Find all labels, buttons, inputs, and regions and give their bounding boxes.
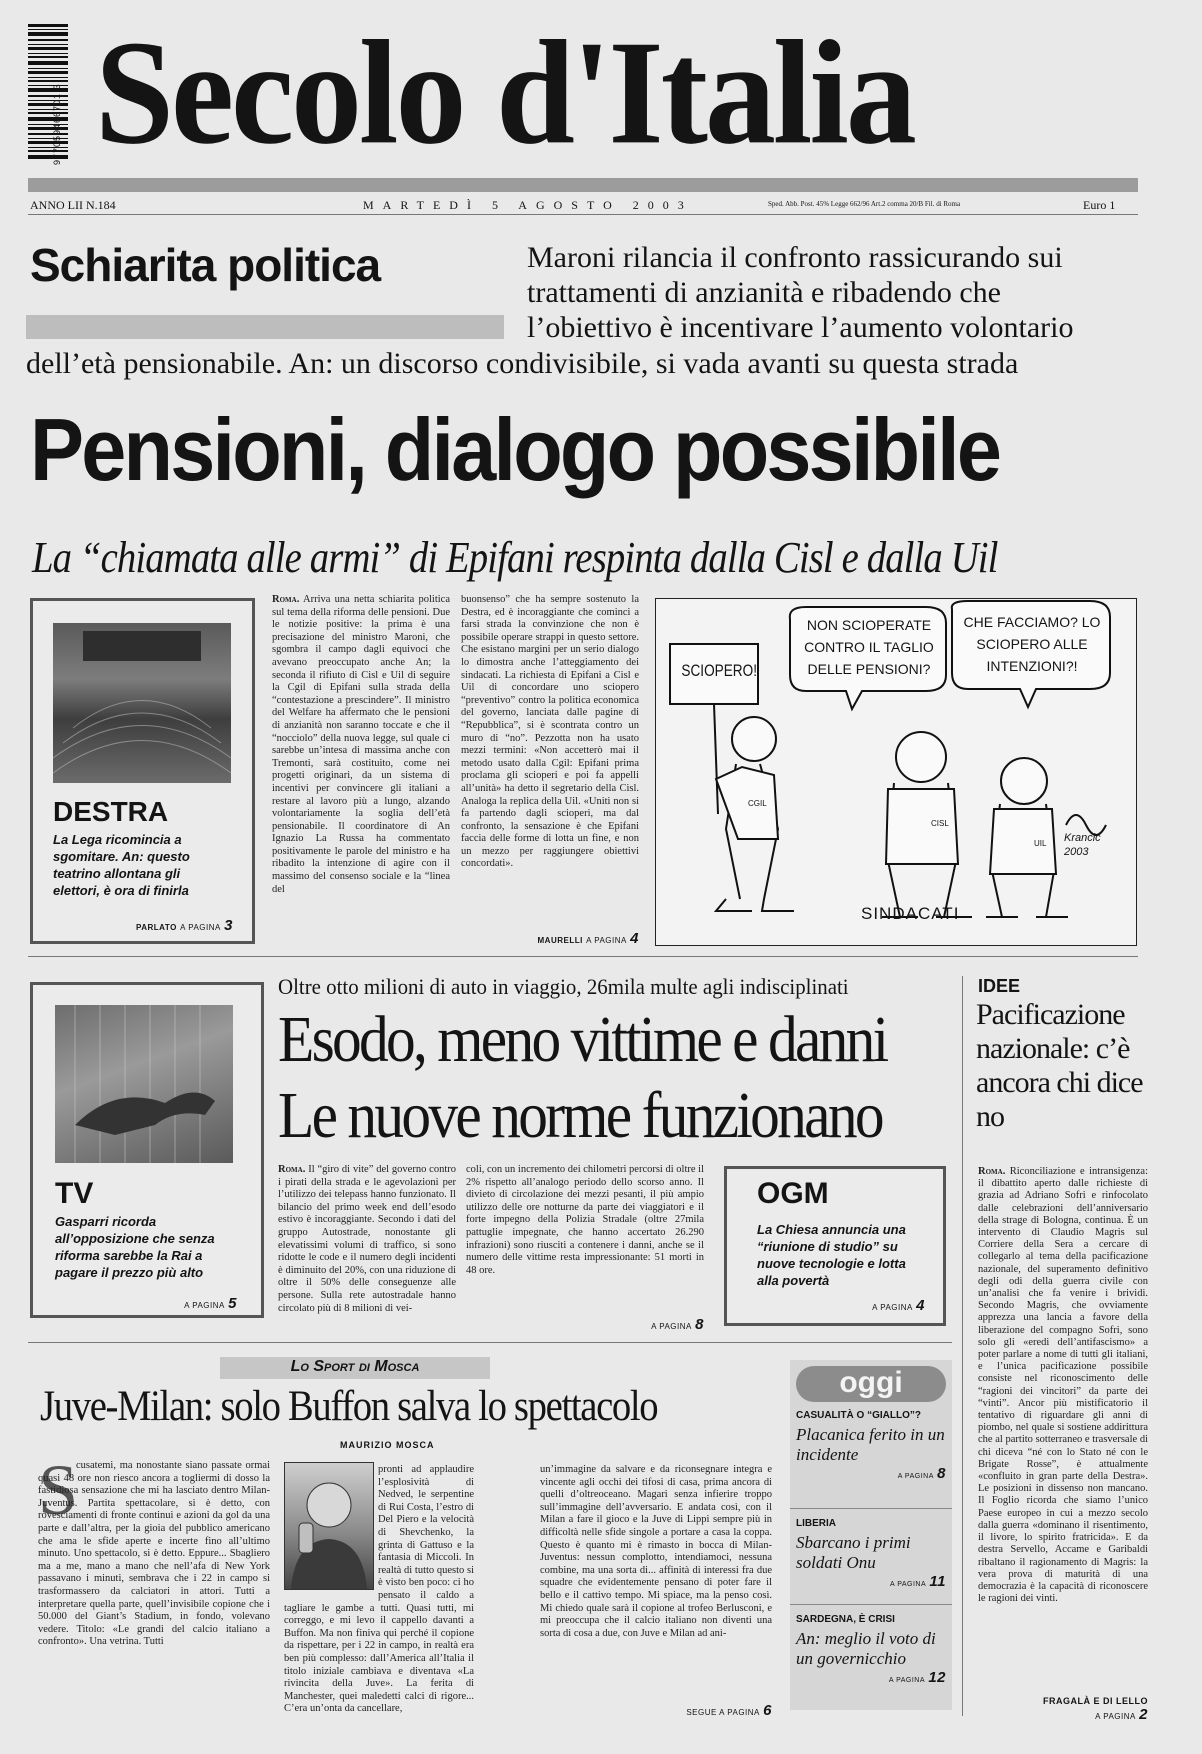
tv-ref-page: 5 xyxy=(228,1295,237,1312)
ogm-ref[interactable] xyxy=(747,1297,925,1314)
oggi-item[interactable] xyxy=(796,1518,946,1590)
price: Euro 1 xyxy=(1083,198,1116,212)
lead-deck: Maroni rilancia il confronto rassicurando sui trattamenti di anzianità e ribadendo che l’obiettivo è incentivare l’aumento volontario xyxy=(527,241,1074,344)
idee-ref-page: 2 xyxy=(1139,1706,1148,1723)
idee-column-rule xyxy=(962,976,963,1716)
destra-ref-page: 3 xyxy=(224,917,233,934)
oggi-ref-label: A PAGINA xyxy=(888,1677,926,1684)
lead-column-1 xyxy=(272,594,450,944)
lead-column-2 xyxy=(461,594,639,926)
destra-title: DESTRA xyxy=(53,796,169,827)
destra-ref-label: A PAGINA xyxy=(180,923,221,932)
oggi-item-divider xyxy=(790,1508,952,1509)
destra-text: La Lega ricomincia a sgomitare. An: questo teatrino allontana gli elettori, è ora di finirla xyxy=(53,832,190,898)
kicker-rule xyxy=(26,315,504,339)
cartoon-badge-3: UIL xyxy=(1034,839,1047,848)
ogm-title: OGM xyxy=(757,1177,829,1210)
oggi-item-divider xyxy=(790,1604,952,1605)
sport-divider xyxy=(28,1342,952,1343)
idee-text: Riconciliazione e intransigenza: il dibattito aperto dalle richieste di grazia ad Adriano Sofri e rinfocolato dalle celebrazioni dell’anniversario della strage di Bologna, continua. È un intervento di Claudio Magris sul Corriere della Sera a cercare di collegarlo al tema della pacificazione nazionale, del superamento definitivo degli odi della guerra civile con un’analisi che fa venire i brividi. Secondo Magris, che ovviamente apprezza una lancia a favore della liberazione del compagno Sofri, sono solo gli «eredi dell’antifascismo» a poter parlare a nome di tutti gli italiani, e l’unica pacificazione possibile consiste nel riconoscimento delle “ragioni dei vincitori” da parte dei “vinti”. Ancor più mistificatorio il tentativo di riguardare gli anni di piombo, nel quale si sostiene addirittura che al partito sotterraneo e trasversale di chi diceva “né con lo Stato né con le Brigate Rosse”, è attualmente «confluito in gran parte della Destra». Le posizioni in dissenso non mancano. Il Foglio ricorda che siamo l’unico Paese europeo in cui a mezzo secolo dalla guerra «dominano il risentimento, il livore, lo spirito fratricida». E da destra Servello, Accame e Garibaldi ribaltano il ragionamento di Magris: la vera prova di maturità di una democrazia è la capacità di riconoscere le ragioni dei vinti. xyxy=(978,1166,1148,1605)
tv-ref-label: A PAGINA xyxy=(184,1301,225,1310)
lead-col2-text: buonsenso” che ha sempre sostenuto la Destra, ed è incoraggiante che cominci a farsi strada la convinzione che non è possibile operare strappi in questo settore. Che esistano margini per un serio dialogo lo dimostra anche l’atteggiamento dei sindacati. La richiesta di Epifani a Cisl e Uil di concordare uno sciopero “preventivo” contro la politica economica del governo, lanciata dalle pagine di “Repubblica”, si è scontrata contro un muro di “no”. Pezzotta non ha usato mezzi termini: «Non accetterò mai il metodo usato dalla Cgil: Epifani prima proclama gli scioperi e poi fa appelli all’unità» ha detto il segretario della Cisl. Analoga la replica della Uil. «Uniti non si fa partendo dagli scioperi, ma dal confronto, la sensazione è che Epifani faccia delle forme di lotta un fine, e non un mezzo per raggiungere obiettivi concordati». xyxy=(461,594,639,870)
oggi-ref-label: A PAGINA xyxy=(889,1581,927,1588)
destra-box[interactable] xyxy=(30,598,255,944)
idee-label: IDEE xyxy=(978,976,1021,996)
esodo-headline-1: Esodo, meno vittime e danni xyxy=(278,1003,887,1076)
barcode xyxy=(28,20,72,165)
sport-column-3 xyxy=(540,1464,772,1700)
oggi-header xyxy=(796,1366,946,1402)
cartoon-badge-2: CISL xyxy=(931,819,949,828)
idee-ref[interactable] xyxy=(978,1696,1148,1723)
sport-col1-text: cusatemi, ma nonostante siano passate ormai quasi 48 ore non riesco ancora a togliermi di dosso la fastidiosa sensazione che mi ha lasciato dentro Milan-Juventus. Partita spettacolare, si è detto, con rovesciamenti di fronte continui e azioni da gol da una parte e dall’altra, per la gioia del pubblico americano che ama le sfide aperte e incerte fino all’ultimo minuto. Uno spettacolo, si è detto. Eppure... Sbagliero ma a me, mano a mano che nell’afa di New York passavano i minuti, sembrava che i 22 in campo si trasformassero da calciatori in attori. Tutti a interpretare quella parte, quell’invisibile copione che i 50.000 del Giant’s Stadium, in fondo, volevano vedere. Titolo: «Le grandi del calcio italiano a confronto». Una vetrina. Tutti xyxy=(38,1460,270,1648)
cartoon-badge-1: CGIL xyxy=(748,799,767,808)
tv-box[interactable] xyxy=(30,982,264,1318)
lead-dateline: Roma. xyxy=(272,594,300,605)
ogm-text: La Chiesa annuncia una “riunione di studio” su nuove tecnologie e lotta alla povertà xyxy=(757,1222,906,1288)
lead-ref[interactable] xyxy=(461,930,639,947)
sport-col2-text: pronti ad applaudire l’esplosività di Nedved, le serpentine di Rui Costa, l’estro di Del Piero e la velocità di Shevchenko, la grinta di Gattuso e la fantasia di Miccoli. In realtà di tutto questo si è visto ben poco: ci ho pensato il caldo a tagliare le gambe a tutti. Quasi tutti, mi correggo, e mi levo il cappello davanti a Buffon. Ma non finiva qui perché il copione da rispettare, per i 22 in campo, in realtà era ben più complesso: dall’America all’Italia il titolo iniziale cambiava e diventava «La rivincita della Juve». La ferita di Manchester, quei maledetti calci di rigore... C’era un’onta da cancellare, xyxy=(284,1464,474,1714)
sport-column-2 xyxy=(284,1464,474,1714)
esodo-col1-text: Il “giro di vite” del governo contro i pirati della strada e le agevolazioni per l’utilizzo dei telepass hanno funzionato. Il bilancio del primo week end dell’esodo estivo è incoraggiante. Secondo i dati del gruppo Autostrade, nonostante gli elevatissimi volumi di traffico, si sono ridotte le code e il numero degli incidenti è diminuito del 20%, con una riduzione di oltre il 50% delle conseguenze alle persone. Sulla rete autostradale hanno circolato più di 8 milioni di vei- xyxy=(278,1164,456,1314)
oggi-ref-page: 11 xyxy=(929,1573,946,1590)
lead-ref-label: A PAGINA xyxy=(586,936,627,945)
photo-float xyxy=(284,1464,378,1592)
sport-headline: Juve-Milan: solo Buffon salva lo spettacolo xyxy=(40,1383,658,1430)
issue-date: MARTEDÌ 5 AGOSTO 2003 xyxy=(363,198,693,212)
horse-statue-icon xyxy=(55,1005,233,1163)
esodo-dateline: Roma. xyxy=(278,1164,306,1175)
masthead-bar xyxy=(28,178,1138,192)
esodo-headline-2: Le nuove norme funzionano xyxy=(278,1079,882,1152)
cartoon-caption: SINDACATI xyxy=(861,904,960,923)
oggi-item[interactable] xyxy=(796,1410,946,1482)
oggi-ref-page: 8 xyxy=(937,1465,946,1482)
lead-headline: Pensioni, dialogo possibile xyxy=(30,400,1000,499)
oggi-item[interactable] xyxy=(796,1614,946,1686)
dateline-row xyxy=(28,198,1138,215)
idee-body xyxy=(978,1166,1148,1692)
oggi-item-text: An: meglio il voto di un governicchio xyxy=(796,1629,936,1668)
sport-ref-page: 6 xyxy=(763,1702,772,1719)
esodo-ref-page: 8 xyxy=(695,1316,704,1333)
oggi-ref-page: 12 xyxy=(928,1669,946,1686)
oggi-item-text: Placanica ferito in un incidente xyxy=(796,1425,945,1464)
section-divider xyxy=(28,956,1138,957)
cartoon-bubble-2: CHE FACCIAMO? LO SCIOPERO ALLE INTENZIONI?! xyxy=(963,614,1101,674)
tv-text: Gasparri ricorda all’opposizione che senza riforma sarebbe la Rai a pagare il prezzo più alto xyxy=(55,1214,215,1280)
lead-subhead: La “chiamata alle armi” di Epifani respinta dalla Cisl e dalla Uil xyxy=(32,533,998,582)
lead-col1-text: Arriva una netta schiarita politica sul tema della riforma delle pensioni. Due le notizie positive: la prima è una precisazione del ministro Maroni, che sgombra il campo dagli equivoci che avevano preoccupato anche An; la seconda il rifiuto di Cisl e Uil di seguire la Cgil di Epifani sulla strada della “contestazione a prescindere”. Il ministro del Welfare ha affermato che le pensioni di anzianità non saranno toccate e che il “nocciolo” della nuova legge, sul quale ci sarebbe un’intesa di massima anche con Tremonti, sarà costituito, come nei progetti originari, da un sistema di incentivi per convincere gli italiani a restare al lavoro più a lungo, alzando volontariamente la soglia dell’età pensionabile. Il coordinatore di An Ignazio La Russa ha commentato positivamente le parole del ministro e ha ribadito la intenzione di agire con il massimo del consenso sociale e la “linea del xyxy=(272,594,450,895)
destra-ref[interactable] xyxy=(53,917,233,934)
sport-dropcap: S xyxy=(38,1450,79,1530)
esodo-column-1 xyxy=(278,1164,456,1318)
sport-ref[interactable] xyxy=(540,1702,772,1719)
ogm-ref-label: A PAGINA xyxy=(872,1303,913,1312)
sport-kicker: Lo Sport di Mosca xyxy=(290,1358,420,1375)
rai-horse-photo xyxy=(55,1005,233,1163)
esodo-column-2 xyxy=(466,1164,704,1306)
idee-ref-author: FRAGALÀ E DI LELLO xyxy=(1043,1696,1148,1706)
sport-col3-text: un’immagine da salvare e da riconsegnare integra e vincente agli occhi dei tifosi di casa, prima ancora di quelli d’oltreoceano. Magari senza infierire troppo sull’immagine dell’avversario. E andata così, con il Milan a fare il gioco e la Juve di Lippi sempre più in difficoltà nelle sfide singole a portare a casa la coppa. Questo è quanto mi è rimasto in bocca di Milan-Juventus: nessun complotto, intendiamoci, nessuna combine, ma una sorta di... affinità di interessi fra due squadre che evidentemente pensano di poter fare il bello e il cattivo tempo. Mi spiace, ma la penso così. Mi chiedo quale sarà il copione al trofeo Berlusconi, e mi preoccupa che il calcio italiano non diventi una sorta di cosa a due, con Juve e Milan ad ani- xyxy=(540,1464,772,1639)
tv-title: TV xyxy=(55,1177,94,1210)
oggi-item-ref xyxy=(796,1573,946,1590)
idee-dateline: Roma. xyxy=(978,1166,1006,1177)
tv-ref[interactable] xyxy=(55,1295,237,1312)
lead-ref-author: MAURELLI xyxy=(537,936,583,945)
oggi-item-label: CASUALITÀ O “GIALLO”? xyxy=(796,1410,921,1421)
masthead-title: Secolo d'Italia xyxy=(95,9,914,175)
lead-deck-line4: dell’età pensionabile. An: un discorso condivisibile, si vada avanti su questa strada xyxy=(26,347,1019,380)
postal-info: Sped. Abb. Post. 45% Legge 662/96 Art.2 comma 20/B Fil. di Roma xyxy=(768,200,961,208)
oggi-item-label: LIBERIA xyxy=(796,1518,836,1529)
oggi-ref-label: A PAGINA xyxy=(897,1473,934,1480)
cartoon-bubble-1: NON SCIOPERATE CONTRO IL TAGLIO DELLE PENSIONI? xyxy=(804,617,934,677)
idee-ref-label: A PAGINA xyxy=(1095,1712,1136,1721)
sport-column-1 xyxy=(38,1460,270,1710)
sport-ref-label: SEGUE A PAGINA xyxy=(686,1708,760,1717)
ogm-ref-page: 4 xyxy=(916,1297,925,1314)
esodo-ref-label: A PAGINA xyxy=(651,1322,692,1331)
oggi-item-text: Sbarcano i primi soldati Onu xyxy=(796,1533,911,1572)
idee-headline: Pacificazione nazionale: c’è ancora chi dice no xyxy=(976,998,1143,1133)
esodo-col2-text: coli, con un incremento dei chilometri percorsi di oltre il 2% rispetto all’analogo periodo dello scorso anno. Il divieto di circolazione dei mezzi pesanti, il più ampio utilizzo delle ore notturne da parte dei viaggiatori e il forte impegno della Polizia Stradale (oltre 27mila pattuglie impegnate, che hanno accertato 26.290 infrazioni) sono riusciti a contenere i danni, anche se il numero delle vittime resta impressionante: 51 morti in 48 ore. xyxy=(466,1164,704,1276)
parliament-photo xyxy=(53,623,231,783)
oggi-item-ref xyxy=(796,1465,946,1482)
esodo-kicker: Oltre otto milioni di auto in viaggio, 26mila multe agli indisciplinati xyxy=(278,974,849,999)
destra-ref-author: PARLATO xyxy=(135,923,177,932)
cartoon-sign: SCIOPERO! xyxy=(681,661,757,680)
oggi-panel xyxy=(790,1360,952,1710)
cartoon-signature: Krancic 2003 xyxy=(1064,832,1101,858)
barcode-digits: 977059466701 3 xyxy=(52,83,62,165)
ogm-box[interactable] xyxy=(724,1166,946,1326)
lead-ref-page: 4 xyxy=(630,930,639,947)
lead-kicker: Schiarita politica xyxy=(30,239,381,291)
oggi-title: oggi xyxy=(839,1366,903,1399)
issue-number: ANNO LII N.184 xyxy=(30,198,116,212)
sport-byline: MAURIZIO MOSCA xyxy=(340,1440,435,1450)
oggi-item-ref xyxy=(796,1669,946,1686)
oggi-item-label: SARDEGNA, È CRISI xyxy=(796,1614,895,1625)
parliament-icon xyxy=(53,623,231,783)
esodo-ref[interactable] xyxy=(560,1316,704,1333)
barcode-graphic xyxy=(28,20,72,165)
cartoon xyxy=(655,598,1137,946)
